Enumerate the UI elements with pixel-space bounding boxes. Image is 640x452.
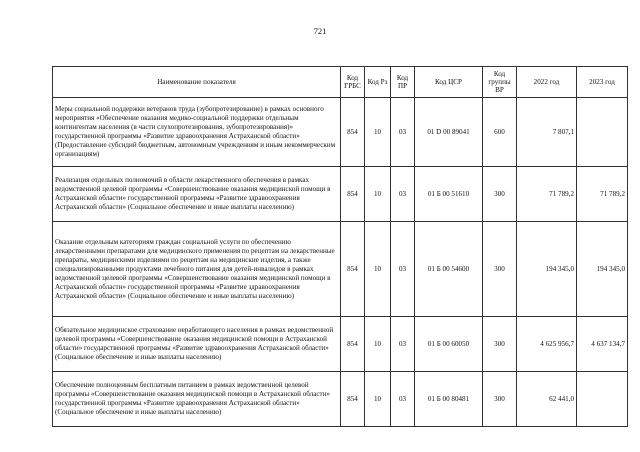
row-vr: 600 — [483, 98, 517, 167]
row-csr: 01 Б 00 60050 — [415, 317, 483, 372]
row-2022: 71 789,2 — [517, 167, 577, 222]
row-csr: 01 Б 00 80481 — [415, 372, 483, 427]
row-2023: 71 789,2 — [577, 167, 628, 222]
table-row — [53, 167, 628, 222]
row-csr: 01 D 00 89041 — [415, 98, 483, 167]
table-row — [53, 222, 628, 317]
row-vr: 300 — [483, 372, 517, 427]
row-pr: 03 — [391, 372, 415, 427]
row-grbs: 854 — [341, 222, 365, 317]
row-2022: 194 345,0 — [517, 222, 577, 317]
row-2023 — [577, 372, 628, 427]
row-vr: 300 — [483, 317, 517, 372]
row-rz: 10 — [365, 372, 391, 427]
table-row — [53, 372, 628, 427]
row-2022: 62 441,0 — [517, 372, 577, 427]
row-grbs: 854 — [341, 372, 365, 427]
header-pr: Код ПР — [391, 67, 415, 98]
budget-table — [52, 66, 628, 427]
row-2023: 4 637 134,7 — [577, 317, 628, 372]
header-csr: Код ЦСР — [415, 67, 483, 98]
page-number: 721 — [313, 26, 327, 36]
row-2023 — [577, 98, 628, 167]
row-rz: 10 — [365, 167, 391, 222]
header-2022: 2022 год — [517, 67, 577, 98]
header-vr: Код группы ВР — [483, 67, 517, 98]
row-pr: 03 — [391, 167, 415, 222]
row-2022: 7 807,1 — [517, 98, 577, 167]
row-csr: 01 Б 00 54600 — [415, 222, 483, 317]
header-name: Наименование показателя — [53, 67, 341, 98]
header-2023: 2023 год — [577, 67, 628, 98]
row-name: Меры социальной поддержки ветеранов труда (зубопротезирование) в рамках основного мероприятия «Обеспечение оказания медико-социальной поддержки отдельным контингентам населения (в части слухопротезирования, зубопротезирования)» государственной программы «Развитие здравоохранения Астраханской области» (Предоставление субсидий бюджетным, автономным учреждениям и иным некоммерческим организациям) — [53, 98, 341, 167]
row-name: Реализация отдельных полномочий в области лекарственного обеспечения в рамках ведомственной целевой программы «Совершенствование оказания медицинской помощи в Астраханской области» государственной программы «Развитие здравоохранения Астраханской области» (Социальное обеспечение и иные выплаты населению) — [53, 167, 341, 222]
row-2022: 4 625 956,7 — [517, 317, 577, 372]
row-pr: 03 — [391, 222, 415, 317]
row-name: Обеспечение полноценным бесплатным питанием в рамках ведомственной целевой программы «Совершенствование оказания медицинской помощи в Астраханской области» государственной программы «Развитие здравоохранения Астраханской области» (Социальное обеспечение и иные выплаты населению) — [53, 372, 341, 427]
row-csr: 01 Б 00 51610 — [415, 167, 483, 222]
row-name: Оказание отдельным категориям граждан социальной услуги по обеспечению лекарственными препаратами для медицинского применения по рецептам на лекарственные препараты, медицинскими изделиями по рецептам на медицинские изделия, а также специализированными продуктами лечебного питания для детей-инвалидов в рамках ведомственной целевой программы «Совершенствование оказания медицинской помощи в Астраханской области» государственной программы «Развитие здравоохранения Астраханской области» (Социальное обеспечение и иные выплаты населению) — [53, 222, 341, 317]
row-2023: 194 345,0 — [577, 222, 628, 317]
header-grbs: Код ГРБС — [341, 67, 365, 98]
row-grbs: 854 — [341, 98, 365, 167]
row-pr: 03 — [391, 98, 415, 167]
table-row — [53, 317, 628, 372]
row-pr: 03 — [391, 317, 415, 372]
row-rz: 10 — [365, 98, 391, 167]
row-vr: 300 — [483, 222, 517, 317]
row-rz: 10 — [365, 222, 391, 317]
row-name: Обязательное медицинское страхование неработающего населения в рамках ведомственной целевой программы «Совершенствование оказания медицинской помощи в Астраханской области» государственной программы «Развитие здравоохранения Астраханской области» (Социальное обеспечение и иные выплаты населению) — [53, 317, 341, 372]
table-header-row — [53, 67, 628, 98]
header-rz: Код Рз — [365, 67, 391, 98]
row-grbs: 854 — [341, 167, 365, 222]
table-row — [53, 98, 628, 167]
row-grbs: 854 — [341, 317, 365, 372]
row-vr: 300 — [483, 167, 517, 222]
row-rz: 10 — [365, 317, 391, 372]
